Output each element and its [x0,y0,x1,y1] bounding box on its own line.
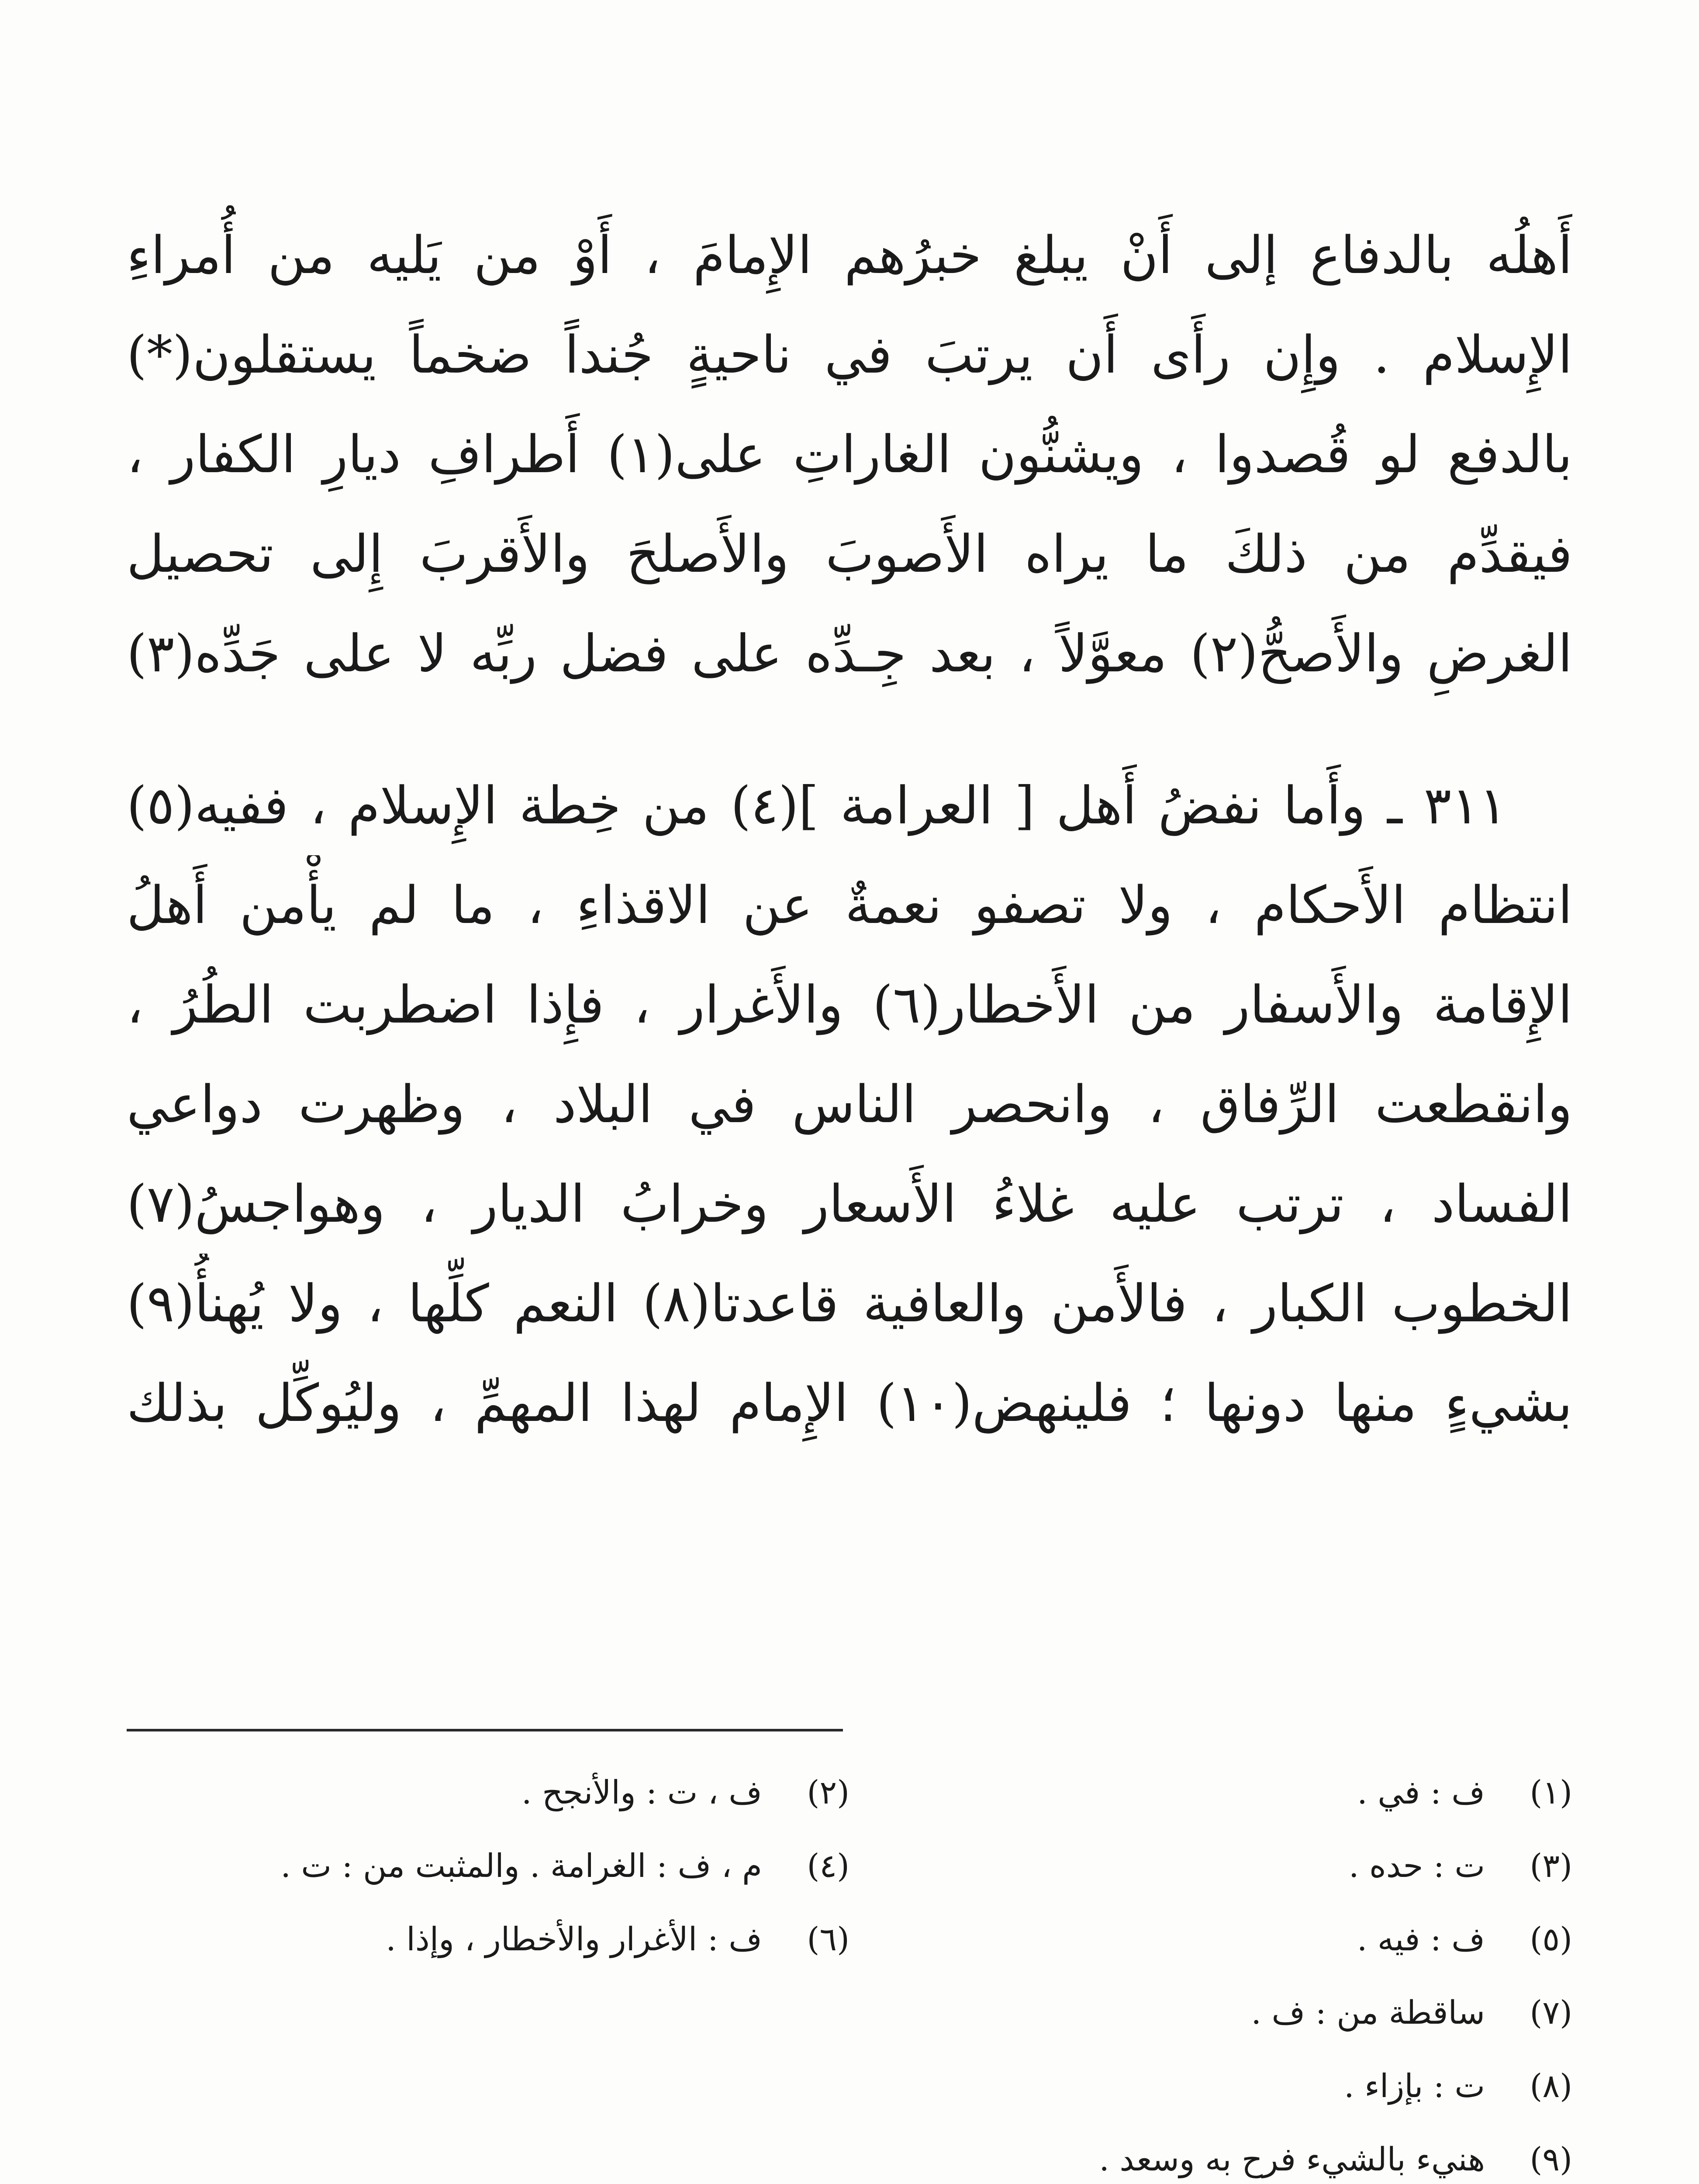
footnote-text: ف : في . [1357,1774,1485,1811]
text-line: وانقطعت الرِّفاق ، وانحصر الناس في البلاد ، وظهرت دواعي [127,1074,1572,1134]
text-line: الإِسلام . وإِن رأَى أَن يرتبَ في ناحيةٍ جُنداً ضخماً يستقلون(*) [127,325,1572,385]
main-text [127,205,1572,1453]
paragraph-2 [127,756,1572,1453]
footnote-1 [850,1774,1572,1811]
footnote-text: هنيء بالشيء فرح به وسعد . [1099,2141,1485,2178]
footnote-row [127,2049,1572,2123]
footnotes [127,1756,1572,2184]
footnote-text: ساقطة من : ف . [1251,1994,1485,2032]
footnote-row [127,1903,1572,1976]
text-line: ٣١١ ـ وأَما نفضُ أَهل [ العرامة ](٤) من خِطة الإِسلام ، ففيه(٥) [127,775,1507,836]
footnote-number: (٥) [1530,1921,1572,1958]
footnote-2 [127,1774,850,1811]
paragraph-gap [127,703,1572,756]
footnote-row [127,2123,1572,2184]
footnote-number: (٣) [1530,1847,1572,1885]
footnote-text: ف : الأغرار والأخطار ، وإذا . [386,1921,762,1958]
footnote-number: (٤) [807,1847,850,1885]
footnote-6 [127,1921,850,1958]
footnote-number: (٧) [1530,1994,1572,2032]
text-line: بشيءٍ منها دونها ؛ فلينهض(١٠) الإِمام لهذا المهمِّ ، وليُوكِّل بذلك [127,1373,1572,1433]
footnote-number: (٨) [1530,2067,1572,2105]
footnote-text: ت : حده . [1348,1847,1485,1885]
footnote-8 [1344,2067,1572,2105]
footnote-separator [127,1729,843,1731]
paragraph-1 [127,205,1572,703]
text-line: الغرضِ والأَصحُّ(٢) معوَّلاً ، بعد جِـدِّه على فضل ربِّه لا على جَدِّه(٣) [127,623,1572,684]
footnote-row [127,1976,1572,2049]
footnote-number: (٩) [1530,2141,1572,2178]
footnote-text: م ، ف : الغرامة . والمثبت من : ت . [280,1847,762,1885]
text-line: الإِقامة والأَسفار من الأَخطار(٦) والأَغرار ، فإِذا اضطربت الطُرُ ، [127,975,1572,1035]
text-line: فيقدِّم من ذلكَ ما يراه الأَصوبَ والأَصلحَ والأَقربَ إِلى تحصيل [127,524,1572,584]
text-line: بالدفع لو قُصدوا ، ويشنُّون الغاراتِ على(١) أَطرافِ ديارِ الكفار ، [127,424,1572,484]
footnote-text: ف : فيه . [1357,1921,1485,1958]
text-line: أَهلُه بالدفاع إلى أَنْ يبلغ خبرُهم الإِمامَ ، أَوْ من يَليه من أُمراءِ [127,225,1572,285]
footnote-text: ت : بإزاء . [1344,2067,1485,2105]
footnote-4 [127,1847,850,1885]
footnote-7 [1251,1994,1572,2032]
footnote-number: (١) [1530,1774,1572,1811]
footnote-row [127,1829,1572,1903]
text-line: الخطوب الكبار ، فالأَمن والعافية قاعدتا(٨) النعم كلِّها ، ولا يُهنأُ(٩) [127,1273,1572,1334]
footnote-row [127,1756,1572,1829]
footnote-9 [1099,2141,1572,2178]
footnote-text: ف ، ت : والأنجح . [521,1774,762,1811]
footnote-3 [850,1847,1572,1885]
footnote-number: (٢) [807,1774,850,1811]
footnote-number: (٦) [807,1921,850,1958]
text-line: انتظام الأَحكام ، ولا تصفو نعمةٌ عن الاقذاءِ ، ما لم يأْمن أَهلُ [127,875,1572,935]
footnote-5 [850,1921,1572,1958]
text-line: الفساد ، ترتب عليه غلاءُ الأَسعار وخرابُ الديار ، وهواجسُ(٧) [127,1174,1572,1234]
